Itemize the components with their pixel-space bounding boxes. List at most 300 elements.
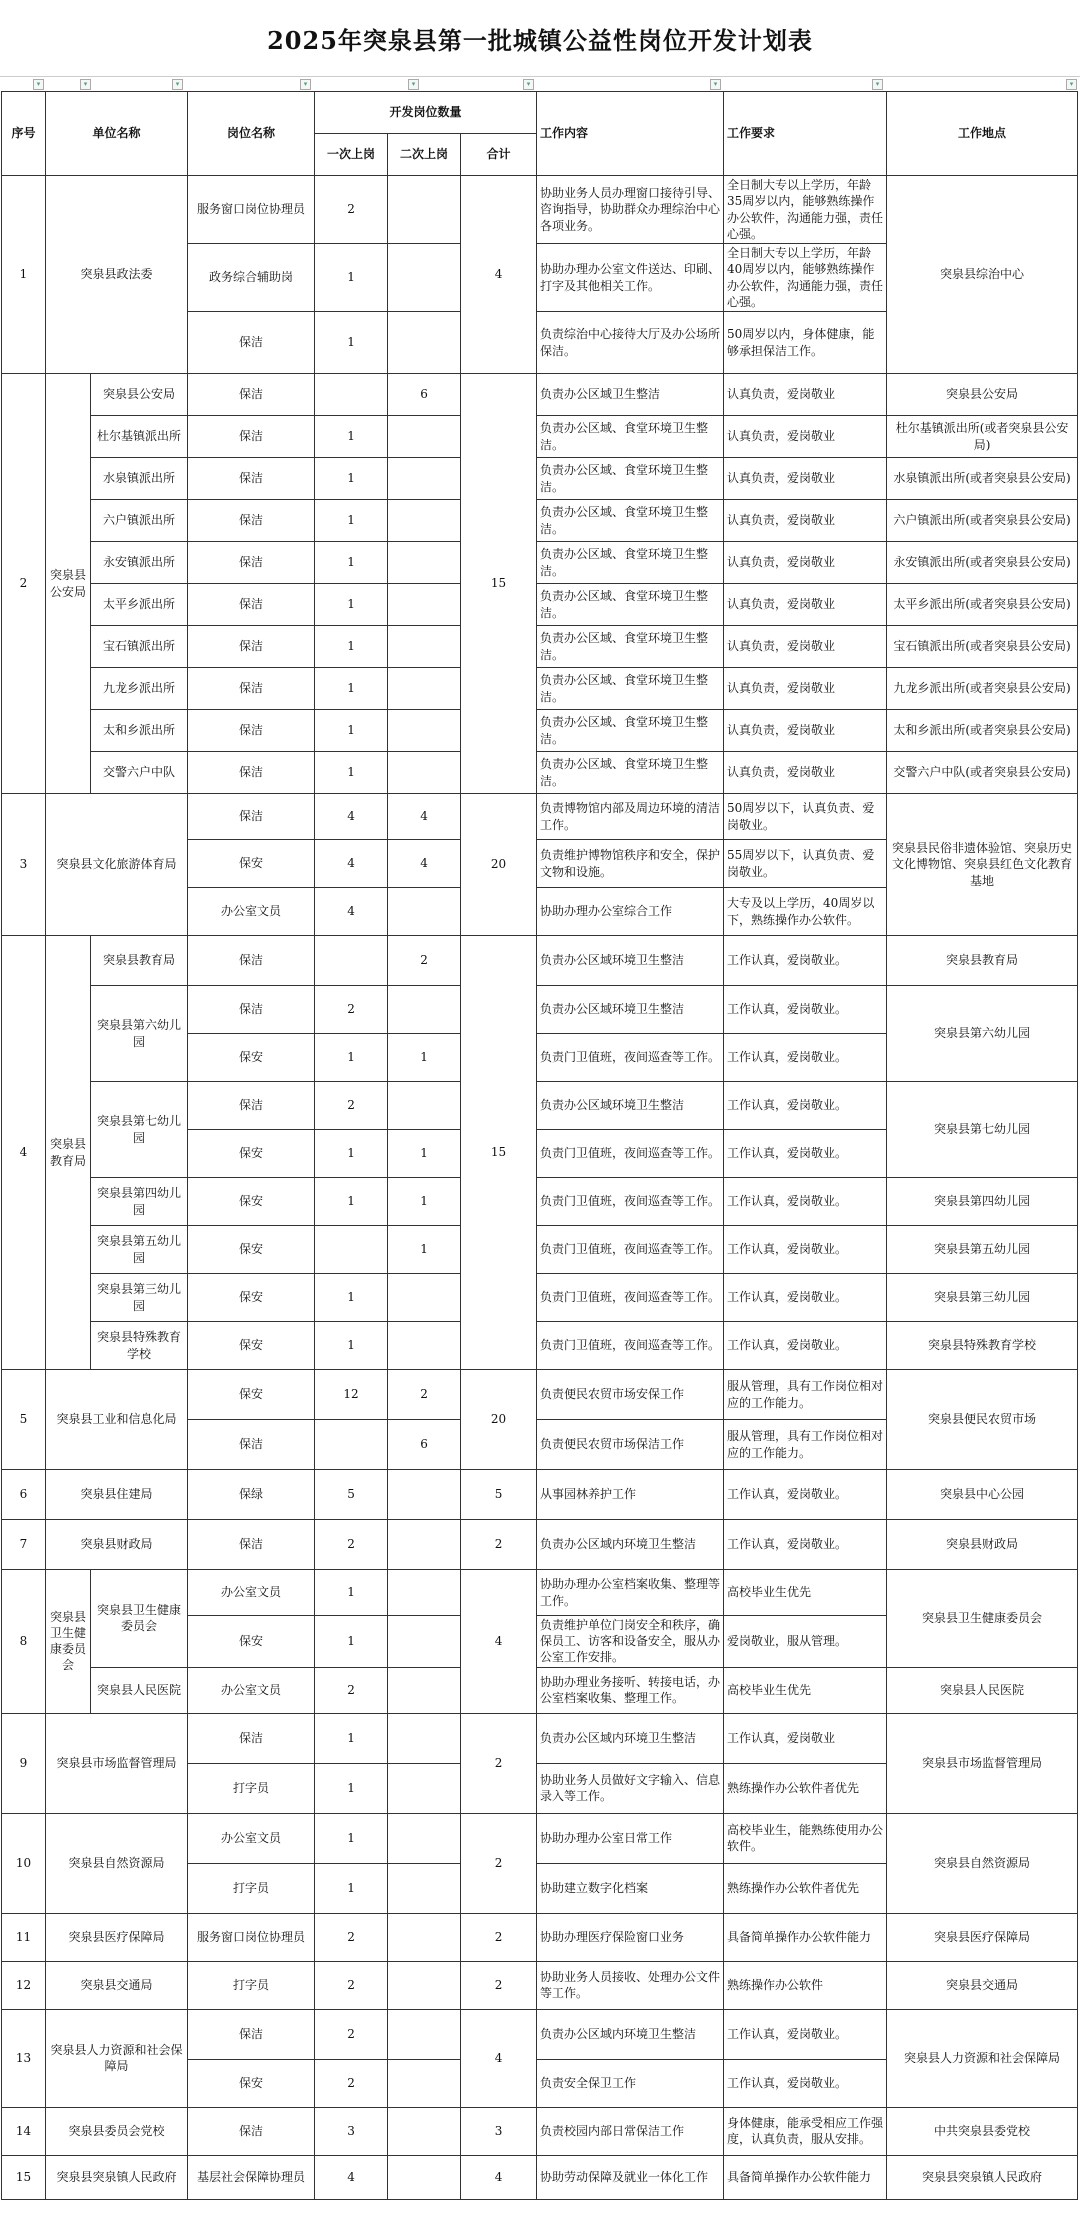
place-cell: 突泉县第五幼儿园 [887,1226,1078,1274]
table-row [2,2009,1078,2059]
second-count-cell [388,1913,461,1961]
table-row [2,416,1078,458]
first-count-cell: 1 [315,1130,388,1178]
sub-unit-cell: 六户镇派出所 [91,500,188,542]
first-count-cell: 5 [315,1470,388,1520]
filter-dropdown-icon[interactable]: ▾ [872,79,883,90]
sub-unit-cell: 交警六户中队 [91,752,188,794]
post-name-cell: 保洁 [188,312,315,374]
unit-cell: 突泉县住建局 [46,1470,188,1520]
content-cell: 协助业务人员办理窗口接待引导、咨询指导，协助群众办理综治中心各项业务。 [537,176,724,244]
total-cell: 2 [461,1913,537,1961]
content-cell: 负责办公区域、食堂环境卫生整洁。 [537,500,724,542]
content-cell: 负责办公区域环境卫生整洁 [537,1082,724,1130]
table-row [2,794,1078,840]
content-cell: 负责门卫值班，夜间巡查等工作。 [537,1274,724,1322]
first-count-cell: 2 [315,1961,388,2009]
post-name-cell: 保安 [188,1178,315,1226]
seq-cell: 6 [2,1470,46,1520]
req-cell: 高校毕业生优先 [724,1570,887,1616]
req-cell: 50周岁以下，认真负责、爱岗敬业。 [724,794,887,840]
sub-unit-cell: 突泉县第三幼儿园 [91,1274,188,1322]
place-cell: 突泉县综治中心 [887,176,1078,374]
content-cell: 负责门卫值班，夜间巡查等工作。 [537,1322,724,1370]
req-cell: 认真负责，爱岗敬业 [724,626,887,668]
content-cell: 负责门卫值班，夜间巡查等工作。 [537,1034,724,1082]
req-cell: 工作认真，爱岗敬业。 [724,1226,887,1274]
table-row [2,1178,1078,1226]
second-count-cell [388,1322,461,1370]
req-cell: 全日制大专以上学历，年龄35周岁以内，能够熟练操作办公软件，沟通能力强，责任心强。 [724,176,887,244]
second-count-cell: 1 [388,1130,461,1178]
post-name-cell: 打字员 [188,1961,315,2009]
place-cell: 突泉县交通局 [887,1961,1078,2009]
place-cell: 突泉县民俗非遗体验馆、突泉历史文化博物馆、突泉县红色文化教育基地 [887,794,1078,936]
req-cell: 工作认真，爱岗敬业。 [724,936,887,986]
header-req: 工作要求 [724,92,887,176]
second-count-cell [388,1274,461,1322]
second-count-cell: 2 [388,1370,461,1420]
content-cell: 负责办公区域内环境卫生整洁 [537,1520,724,1570]
second-count-cell [388,416,461,458]
table-row [2,626,1078,668]
content-cell: 负责校园内部日常保洁工作 [537,2107,724,2155]
post-name-cell: 保洁 [188,374,315,416]
post-name-cell: 保洁 [188,1082,315,1130]
unit-cell: 突泉县工业和信息化局 [46,1370,188,1470]
second-count-cell [388,458,461,500]
req-cell: 高校毕业生优先 [724,1667,887,1713]
second-count-cell: 1 [388,1226,461,1274]
header-first: 一次上岗 [315,134,388,176]
req-cell: 具备简单操作办公软件能力 [724,2155,887,2199]
header-unit: 单位名称 [46,92,188,176]
req-cell: 认真负责，爱岗敬业 [724,584,887,626]
place-cell: 突泉县第七幼儿园 [887,1082,1078,1178]
content-cell: 负责便民农贸市场保洁工作 [537,1420,724,1470]
first-count-cell: 1 [315,668,388,710]
first-count-cell: 2 [315,986,388,1034]
second-count-cell: 4 [388,794,461,840]
req-cell: 大专及以上学历，40周岁以下，熟练操作办公软件。 [724,888,887,936]
req-cell: 爱岗敬业，服从管理。 [724,1616,887,1668]
seq-cell: 9 [2,1713,46,1813]
filter-dropdown-icon[interactable]: ▾ [300,79,311,90]
req-cell: 工作认真，爱岗敬业。 [724,986,887,1034]
unit-cell: 突泉县交通局 [46,1961,188,2009]
post-name-cell: 打字员 [188,1863,315,1913]
seq-cell: 14 [2,2107,46,2155]
post-name-cell: 政务综合辅助岗 [188,244,315,312]
content-cell: 协助业务人员接收、处理办公文件等工作。 [537,1961,724,2009]
table-row [2,752,1078,794]
table-row [2,2155,1078,2199]
unit-cell: 突泉县医疗保障局 [46,1913,188,1961]
header-place: 工作地点 [887,92,1078,176]
second-count-cell [388,2155,461,2199]
total-cell: 15 [461,936,537,1370]
post-name-cell: 保安 [188,1130,315,1178]
place-cell: 永安镇派出所(或者突泉县公安局) [887,542,1078,584]
place-cell: 突泉县人民医院 [887,1667,1078,1713]
req-cell: 工作认真，爱岗敬业。 [724,1274,887,1322]
first-count-cell: 1 [315,1713,388,1763]
unit-cell: 突泉县卫生健康委员会 [46,1570,91,1714]
content-cell: 负责办公区域环境卫生整洁 [537,986,724,1034]
place-cell: 交警六户中队(或者突泉县公安局) [887,752,1078,794]
table-row [2,1667,1078,1713]
content-cell: 负责办公区域内环境卫生整洁 [537,2009,724,2059]
seq-cell: 13 [2,2009,46,2107]
unit-cell: 突泉县政法委 [46,176,188,374]
place-cell: 突泉县公安局 [887,374,1078,416]
post-name-cell: 保安 [188,1616,315,1668]
sub-unit-cell: 突泉县特殊教育学校 [91,1322,188,1370]
second-count-cell [388,1713,461,1763]
req-cell: 工作认真，爱岗敬业。 [724,1470,887,1520]
content-cell: 负责办公区域、食堂环境卫生整洁。 [537,458,724,500]
place-cell: 杜尔基镇派出所(或者突泉县公安局) [887,416,1078,458]
first-count-cell: 2 [315,176,388,244]
post-name-cell: 保洁 [188,1520,315,1570]
second-count-cell [388,176,461,244]
content-cell: 协助办理医疗保险窗口业务 [537,1913,724,1961]
first-count-cell: 2 [315,1667,388,1713]
second-count-cell [388,1863,461,1913]
first-count-cell: 2 [315,1520,388,1570]
header-second: 二次上岗 [388,134,461,176]
place-cell: 突泉县第四幼儿园 [887,1178,1078,1226]
table-row [2,1713,1078,1763]
req-cell: 工作认真，爱岗敬业。 [724,1520,887,1570]
second-count-cell [388,2107,461,2155]
second-count-cell: 4 [388,840,461,888]
place-cell: 突泉县卫生健康委员会 [887,1570,1078,1668]
req-cell: 全日制大专以上学历，年龄40周岁以内，能够熟练操作办公软件，沟通能力强，责任心强。 [724,244,887,312]
post-name-cell: 保洁 [188,542,315,584]
first-count-cell: 1 [315,752,388,794]
post-name-cell: 保洁 [188,752,315,794]
post-name-cell: 基层社会保障协理员 [188,2155,315,2199]
header-post: 岗位名称 [188,92,315,176]
unit-cell: 突泉县公安局 [46,374,91,794]
total-cell: 4 [461,2155,537,2199]
table-row [2,1082,1078,1130]
req-cell: 55周岁以下，认真负责、爱岗敬业。 [724,840,887,888]
table-row [2,986,1078,1034]
second-count-cell [388,584,461,626]
second-count-cell [388,888,461,936]
first-count-cell: 1 [315,1178,388,1226]
second-count-cell [388,1667,461,1713]
place-cell: 突泉县人力资源和社会保障局 [887,2009,1078,2107]
first-count-cell [315,1420,388,1470]
table-row [2,1322,1078,1370]
table-row [2,710,1078,752]
first-count-cell: 4 [315,2155,388,2199]
second-count-cell [388,542,461,584]
first-count-cell: 1 [315,312,388,374]
place-cell: 突泉县教育局 [887,936,1078,986]
table-row [2,2107,1078,2155]
first-count-cell: 1 [315,1322,388,1370]
first-count-cell [315,1226,388,1274]
place-cell: 太和乡派出所(或者突泉县公安局) [887,710,1078,752]
first-count-cell: 12 [315,1370,388,1420]
req-cell: 认真负责，爱岗敬业 [724,752,887,794]
first-count-cell: 1 [315,1616,388,1668]
unit-cell: 突泉县委员会党校 [46,2107,188,2155]
req-cell: 工作认真，爱岗敬业。 [724,2009,887,2059]
req-cell: 服从管理，具有工作岗位相对应的工作能力。 [724,1370,887,1420]
sub-unit-cell: 杜尔基镇派出所 [91,416,188,458]
content-cell: 从事园林养护工作 [537,1470,724,1520]
content-cell: 负责门卫值班，夜间巡查等工作。 [537,1130,724,1178]
post-name-cell: 保安 [188,1226,315,1274]
content-cell: 协助业务人员做好文字输入、信息录入等工作。 [537,1763,724,1813]
filter-dropdown-icon[interactable]: ▾ [33,79,44,90]
first-count-cell: 1 [315,626,388,668]
content-cell: 协助办理业务接听、转接电话，办公室档案收集、整理工作。 [537,1667,724,1713]
first-count-cell: 1 [315,1034,388,1082]
first-count-cell: 1 [315,1763,388,1813]
post-name-cell: 保安 [188,1322,315,1370]
content-cell: 协助建立数字化档案 [537,1863,724,1913]
filter-dropdown-icon[interactable]: ▾ [710,79,721,90]
seq-cell: 8 [2,1570,46,1714]
total-cell: 5 [461,1470,537,1520]
req-cell: 熟练操作办公软件者优先 [724,1763,887,1813]
seq-cell: 2 [2,374,46,794]
content-cell: 负责办公区域内环境卫生整洁 [537,1713,724,1763]
req-cell: 工作认真，爱岗敬业。 [724,1034,887,1082]
place-cell: 六户镇派出所(或者突泉县公安局) [887,500,1078,542]
header-count-group: 开发岗位数量 [315,92,537,134]
table-row [2,1274,1078,1322]
req-cell: 认真负责，爱岗敬业 [724,416,887,458]
post-name-cell: 保洁 [188,710,315,752]
second-count-cell [388,1961,461,2009]
table-row [2,374,1078,416]
place-cell: 宝石镇派出所(或者突泉县公安局) [887,626,1078,668]
req-cell: 认真负责，爱岗敬业 [724,668,887,710]
first-count-cell: 1 [315,710,388,752]
place-cell: 突泉县特殊教育学校 [887,1322,1078,1370]
table-row [2,936,1078,986]
table-row [2,1961,1078,2009]
filter-dropdown-icon[interactable]: ▾ [172,79,183,90]
post-name-cell: 打字员 [188,1763,315,1813]
header-content: 工作内容 [537,92,724,176]
header-seq: 序号 [2,92,46,176]
req-cell: 工作认真，爱岗敬业。 [724,1178,887,1226]
req-cell: 服从管理，具有工作岗位相对应的工作能力。 [724,1420,887,1470]
unit-cell: 突泉县文化旅游体育局 [46,794,188,936]
content-cell: 负责办公区域、食堂环境卫生整洁。 [537,416,724,458]
place-cell: 突泉县中心公园 [887,1470,1078,1520]
total-cell: 20 [461,1370,537,1470]
total-cell: 15 [461,374,537,794]
content-cell: 负责办公区域卫生整洁 [537,374,724,416]
second-count-cell [388,1520,461,1570]
place-cell: 突泉县市场监督管理局 [887,1713,1078,1813]
first-count-cell: 1 [315,416,388,458]
second-count-cell: 6 [388,1420,461,1470]
req-cell: 熟练操作办公软件者优先 [724,1863,887,1913]
sub-unit-cell: 突泉县第七幼儿园 [91,1082,188,1178]
post-name-cell: 办公室文员 [188,1813,315,1863]
post-name-cell: 保洁 [188,936,315,986]
post-name-cell: 保洁 [188,626,315,668]
post-name-cell: 保洁 [188,416,315,458]
content-cell: 负责办公区域、食堂环境卫生整洁。 [537,710,724,752]
table-row [2,1570,1078,1616]
second-count-cell [388,986,461,1034]
req-cell: 认真负责，爱岗敬业 [724,710,887,752]
sub-unit-cell: 永安镇派出所 [91,542,188,584]
second-count-cell [388,1570,461,1616]
sub-unit-cell: 突泉县卫生健康委员会 [91,1570,188,1668]
sub-unit-cell: 宝石镇派出所 [91,626,188,668]
seq-cell: 7 [2,1520,46,1570]
post-name-cell: 保洁 [188,668,315,710]
content-cell: 协助劳动保障及就业一体化工作 [537,2155,724,2199]
second-count-cell [388,312,461,374]
first-count-cell: 1 [315,244,388,312]
table-row [2,668,1078,710]
content-cell: 协助办理办公室日常工作 [537,1813,724,1863]
total-cell: 2 [461,1961,537,2009]
content-cell: 负责综治中心接待大厅及办公场所保洁。 [537,312,724,374]
total-cell: 20 [461,794,537,936]
first-count-cell: 1 [315,458,388,500]
table-row [2,1470,1078,1520]
post-name-cell: 保安 [188,2059,315,2107]
content-cell: 负责门卫值班，夜间巡查等工作。 [537,1226,724,1274]
first-count-cell: 2 [315,1082,388,1130]
post-name-cell: 保绿 [188,1470,315,1520]
content-cell: 负责办公区域、食堂环境卫生整洁。 [537,584,724,626]
first-count-cell: 1 [315,1863,388,1913]
first-count-cell: 2 [315,2059,388,2107]
content-cell: 负责办公区域、食堂环境卫生整洁。 [537,626,724,668]
first-count-cell: 1 [315,584,388,626]
post-name-cell: 保洁 [188,2107,315,2155]
total-cell: 4 [461,176,537,374]
place-cell: 突泉县第三幼儿园 [887,1274,1078,1322]
req-cell: 熟练操作办公软件 [724,1961,887,2009]
table-row [2,1813,1078,1863]
second-count-cell [388,710,461,752]
first-count-cell: 4 [315,794,388,840]
req-cell: 具备简单操作办公软件能力 [724,1913,887,1961]
place-cell: 突泉县突泉镇人民政府 [887,2155,1078,2199]
sub-unit-cell: 突泉县第六幼儿园 [91,986,188,1082]
seq-cell: 3 [2,794,46,936]
seq-cell: 15 [2,2155,46,2199]
post-name-cell: 保安 [188,1370,315,1420]
job-plan-table [1,91,1078,2200]
sub-unit-cell: 突泉县教育局 [91,936,188,986]
seq-cell: 10 [2,1813,46,1913]
place-cell: 九龙乡派出所(或者突泉县公安局) [887,668,1078,710]
first-count-cell [315,374,388,416]
second-count-cell [388,2059,461,2107]
second-count-cell: 6 [388,374,461,416]
second-count-cell [388,500,461,542]
post-name-cell: 保洁 [188,500,315,542]
sub-unit-cell: 突泉县人民医院 [91,1667,188,1713]
post-name-cell: 服务窗口岗位协理员 [188,176,315,244]
place-cell: 水泉镇派出所(或者突泉县公安局) [887,458,1078,500]
table-row [2,176,1078,244]
second-count-cell: 1 [388,1178,461,1226]
place-cell: 太平乡派出所(或者突泉县公安局) [887,584,1078,626]
first-count-cell: 1 [315,1813,388,1863]
req-cell: 工作认真，爱岗敬业。 [724,1322,887,1370]
post-name-cell: 办公室文员 [188,1570,315,1616]
second-count-cell [388,1813,461,1863]
content-cell: 负责安全保卫工作 [537,2059,724,2107]
seq-cell: 1 [2,176,46,374]
post-name-cell: 保洁 [188,1713,315,1763]
req-cell: 认真负责，爱岗敬业 [724,458,887,500]
post-name-cell: 保洁 [188,986,315,1034]
filter-dropdown-icon[interactable]: ▾ [80,79,91,90]
first-count-cell [315,936,388,986]
content-cell: 负责办公区域环境卫生整洁 [537,936,724,986]
content-cell: 负责博物馆内部及周边环境的清洁工作。 [537,794,724,840]
page-title: 2025年突泉县第一批城镇公益性岗位开发计划表 [267,25,813,55]
content-cell: 协助办理办公室综合工作 [537,888,724,936]
seq-cell: 12 [2,1961,46,2009]
second-count-cell [388,2009,461,2059]
first-count-cell: 1 [315,1570,388,1616]
req-cell: 工作认真，爱岗敬业。 [724,2059,887,2107]
req-cell: 高校毕业生，能熟练使用办公软件。 [724,1813,887,1863]
sub-unit-cell: 突泉县第四幼儿园 [91,1178,188,1226]
filter-dropdown-icon[interactable]: ▾ [523,79,534,90]
place-cell: 突泉县财政局 [887,1520,1078,1570]
req-cell: 认真负责，爱岗敬业 [724,542,887,584]
unit-cell: 突泉县市场监督管理局 [46,1713,188,1813]
seq-cell: 5 [2,1370,46,1470]
filter-dropdown-icon[interactable]: ▾ [408,79,419,90]
post-name-cell: 保安 [188,1274,315,1322]
second-count-cell: 1 [388,1034,461,1082]
filter-dropdown-icon[interactable]: ▾ [1066,79,1077,90]
content-cell: 负责办公区域、食堂环境卫生整洁。 [537,542,724,584]
total-cell: 3 [461,2107,537,2155]
sub-unit-cell: 突泉县第五幼儿园 [91,1226,188,1274]
table-row [2,500,1078,542]
second-count-cell [388,1470,461,1520]
table-row [2,1370,1078,1420]
first-count-cell: 2 [315,2009,388,2059]
place-cell: 中共突泉县委党校 [887,2107,1078,2155]
first-count-cell: 3 [315,2107,388,2155]
sub-unit-cell: 突泉县公安局 [91,374,188,416]
second-count-cell [388,1616,461,1668]
post-name-cell: 保安 [188,1034,315,1082]
second-count-cell [388,1763,461,1813]
table-row [2,542,1078,584]
table-row [2,1226,1078,1274]
post-name-cell: 办公室文员 [188,888,315,936]
second-count-cell [388,668,461,710]
content-cell: 负责办公区域、食堂环境卫生整洁。 [537,752,724,794]
filter-bar [0,76,1080,91]
